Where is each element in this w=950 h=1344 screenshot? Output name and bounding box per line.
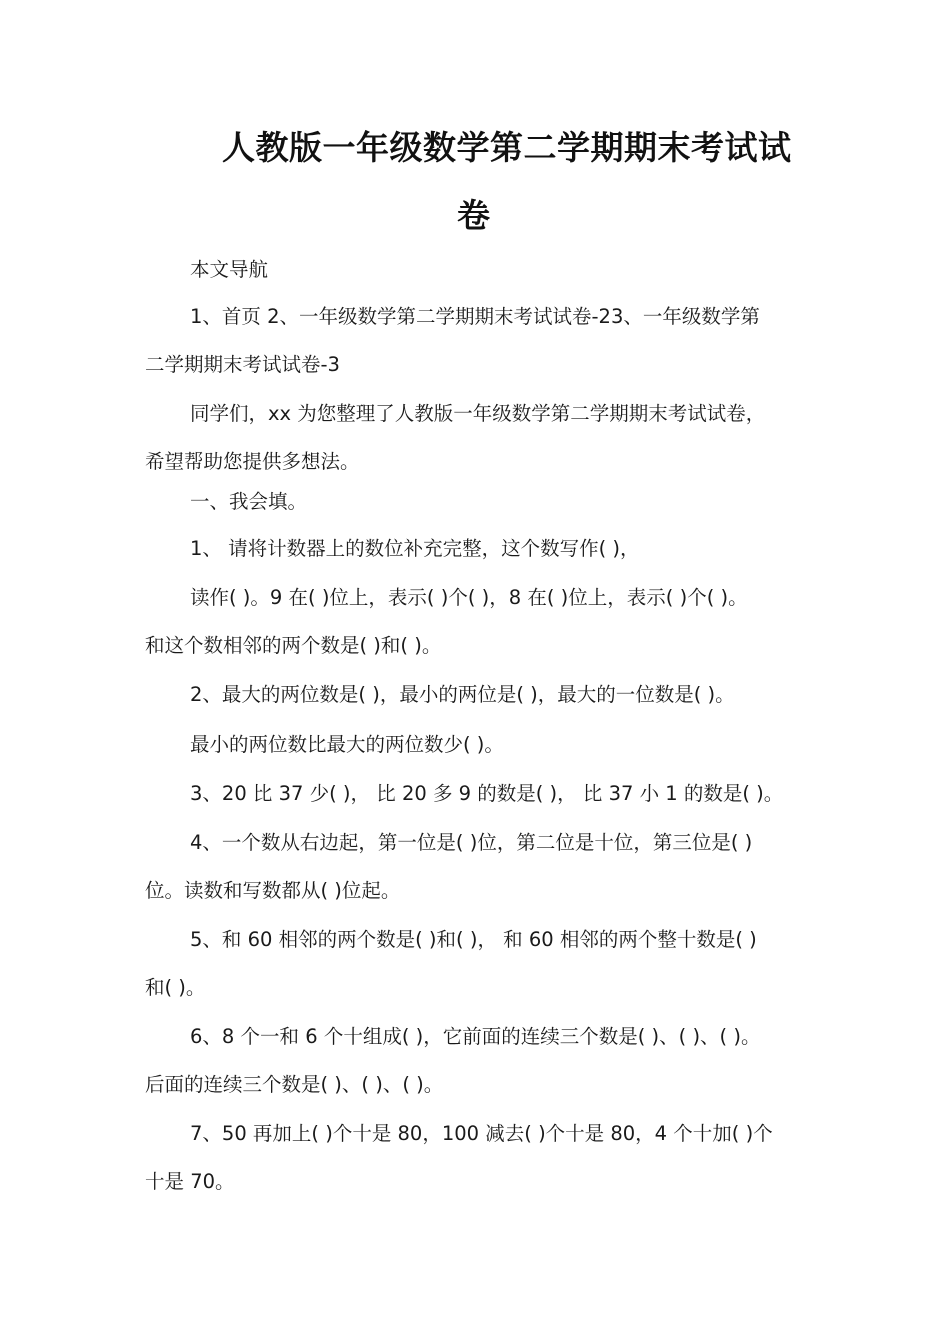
paragraph-nav-heading: 本文导航 <box>190 258 269 281</box>
question-7: 7、50 再加上( )个十是 80，100 减去( )个十是 80，4 个十加( )个 <box>190 1122 773 1145</box>
question-6-cont: 后面的连续三个数是( )、( )、( )。 <box>145 1073 444 1096</box>
document-title-line-1: 人教版一年级数学第二学期期末考试试 <box>222 128 792 167</box>
question-5: 5、和 60 相邻的两个数是( )和( )， 和 60 相邻的两个整十数是( ) <box>190 928 757 951</box>
paragraph-nav-links: 1、首页 2、一年级数学第二学期期末考试试卷-23、一年级数学第 <box>190 305 760 328</box>
document-title-line-2: 卷 <box>457 196 491 235</box>
question-1: 1、 请将计数器上的数位补充完整，这个数写作( )， <box>190 537 640 560</box>
section-heading-fill: 一、我会填。 <box>190 490 308 513</box>
paragraph-intro-cont: 希望帮助您提供多想法。 <box>145 450 360 473</box>
question-4-cont: 位。读数和写数都从( )位起。 <box>145 879 401 902</box>
paragraph-intro: 同学们，xx 为您整理了人教版一年级数学第二学期期末考试试卷， <box>190 402 766 425</box>
question-1-cont: 读作( )。9 在( )位上，表示( )个( )，8 在( )位上，表示( )个( )。 <box>190 586 748 609</box>
question-2-cont: 最小的两位数比最大的两位数少( )。 <box>190 733 504 756</box>
question-4: 4、一个数从右边起，第一位是( )位，第二位是十位，第三位是( ) <box>190 831 753 854</box>
question-3: 3、20 比 37 少( )， 比 20 多 9 的数是( )， 比 37 小 1 的数是( )。 <box>190 782 784 805</box>
question-7-cont: 十是 70。 <box>145 1170 235 1193</box>
question-5-cont: 和( )。 <box>145 976 206 999</box>
question-2: 2、最大的两位数是( )，最小的两位是( )，最大的一位数是( )。 <box>190 683 735 706</box>
question-1-cont-2: 和这个数相邻的两个数是( )和( )。 <box>145 634 442 657</box>
question-6: 6、8 个一和 6 个十组成( )，它前面的连续三个数是( )、( )、( )。 <box>190 1025 761 1048</box>
paragraph-nav-links-cont: 二学期期末考试试卷-3 <box>145 353 340 376</box>
